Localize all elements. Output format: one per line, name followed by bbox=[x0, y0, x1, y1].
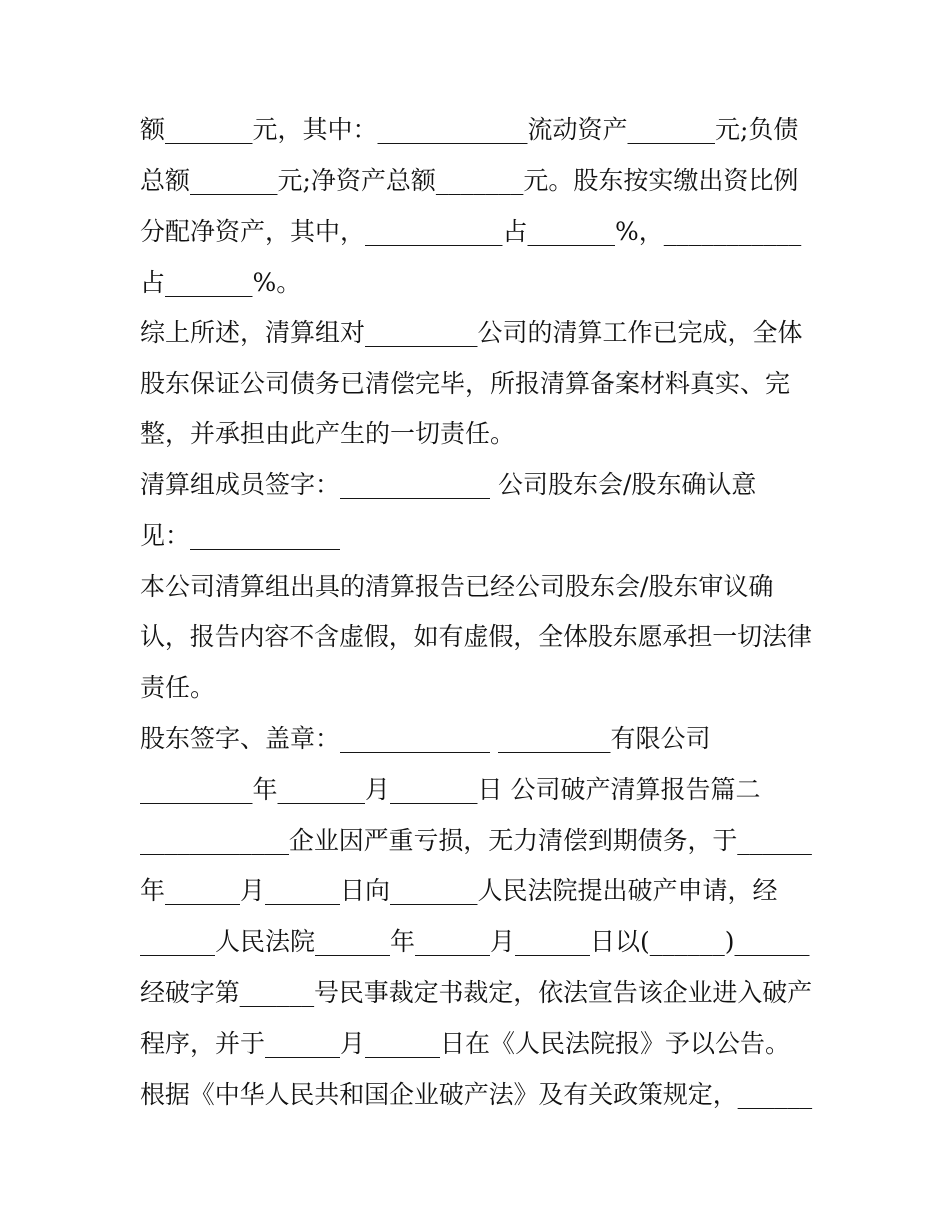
text-line-3: 分配净资产，其中，___________占_______%，___________ bbox=[140, 217, 802, 246]
text-line-1: 额_______元，其中：____________流动资产_______元;负债 bbox=[140, 115, 799, 144]
text-line-7: 整，并承担由此产生的一切责任。 bbox=[140, 419, 516, 448]
text-line-2: 总额_______元;净资产总额_______元。股东按实缴出资比例 bbox=[140, 166, 799, 195]
text-line-15: ____________企业因严重亏损，无力清偿到期债务，于______ bbox=[140, 826, 812, 855]
text-line-9: 见：____________ bbox=[140, 521, 341, 550]
text-line-20: 根据《中华人民共和国企业破产法》及有关政策规定，______ bbox=[140, 1080, 813, 1109]
text-line-19: 程序，并于______月______日在《人民法院报》予以公告。 bbox=[140, 1029, 791, 1058]
text-line-11: 认，报告内容不含虚假，如有虚假，全体股东愿承担一切法律 bbox=[140, 622, 812, 651]
text-line-10: 本公司清算组出具的清算报告已经公司股东会/股东审议确 bbox=[140, 572, 774, 601]
text-line-13: 股东签字、盖章：____________ _________有限公司 bbox=[140, 724, 711, 753]
text-line-8: 清算组成员签字：____________ 公司股东会/股东确认意 bbox=[140, 470, 757, 499]
text-line-12: 责任。 bbox=[140, 673, 216, 702]
text-line-4: 占_______%。 bbox=[140, 268, 302, 297]
text-line-14: _________年_______月_______日 公司破产清算报告篇二 bbox=[140, 775, 761, 804]
text-line-17: ______人民法院______年______月______日以(______)______ bbox=[140, 927, 810, 956]
text-line-5: 综上所述，清算组对_________公司的清算工作已完成，全体 bbox=[140, 318, 803, 347]
text-line-6: 股东保证公司债务已清偿完毕，所报清算备案材料真实、完 bbox=[140, 369, 791, 398]
text-line-18: 经破字第______号民事裁定书裁定，依法宣告该企业进入破产 bbox=[140, 978, 813, 1007]
text-line-16: 年______月______日向_______人民法院提出破产申请，经 bbox=[140, 876, 778, 905]
